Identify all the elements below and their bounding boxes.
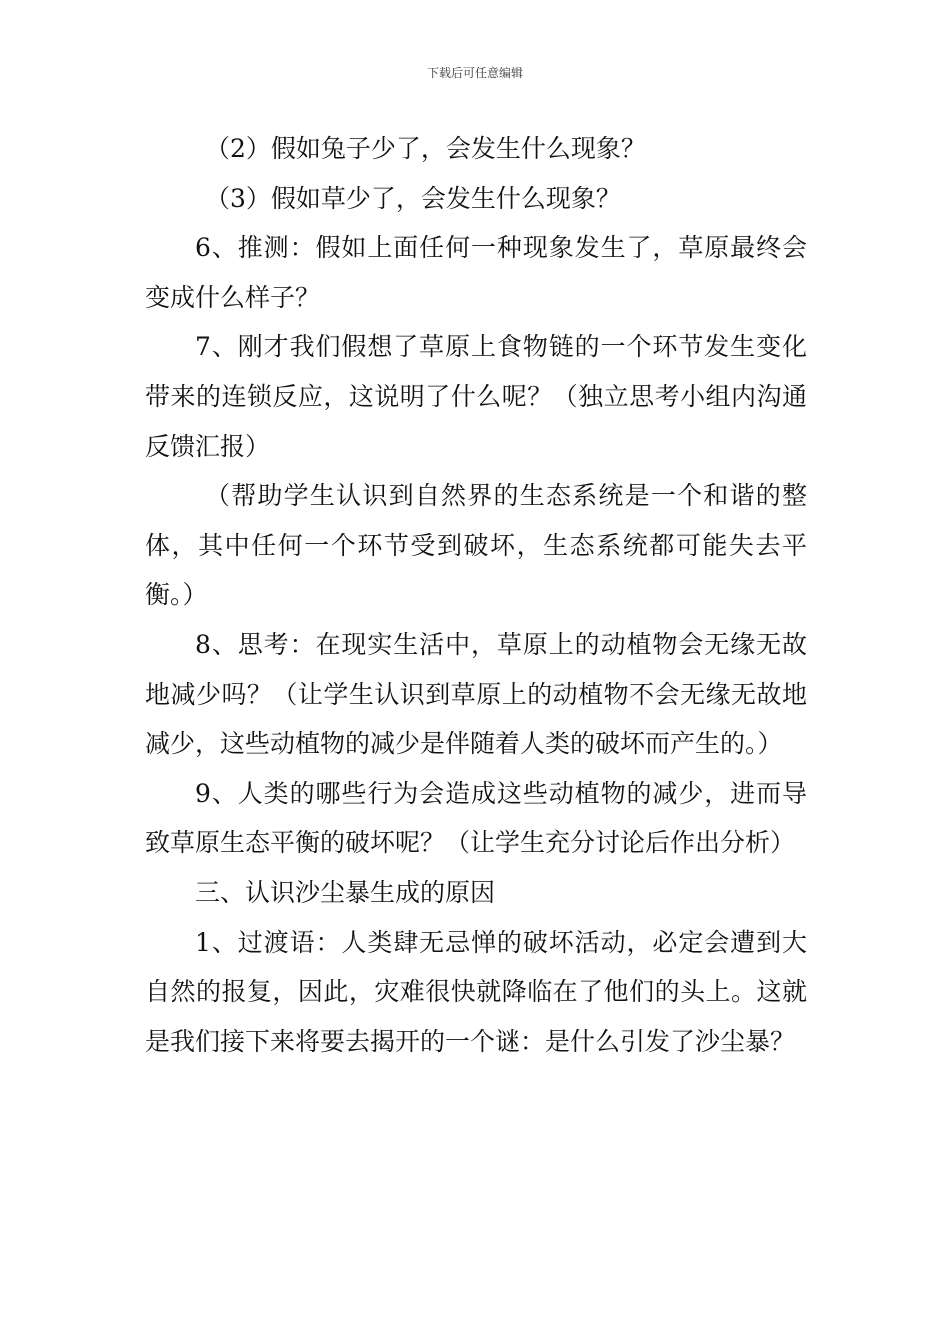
section-heading-3: 三、认识沙尘暴生成的原因 (195, 877, 496, 907)
page-header: 下载后可任意编辑 (426, 66, 523, 80)
paragraph-question-2: （2）假如兔子少了，会发生什么现象？ (205, 134, 646, 163)
paragraph-note-balance: （帮助学生认识到自然界的生态系统是一个和谐的整体，其中任何一个环节受到破坏，生态系统都可能失去平衡。） (145, 481, 807, 610)
paragraph-section3-item-1: 1、过渡语：人类肆无忌惮的破坏活动，必定会遭到大自然的报复，因此，灾难很快就降临在了他们的头上。这就是我们接下来将要去揭开的一个谜：是什么引发了沙尘暴？ (145, 927, 807, 1056)
paragraph-item-8: 8、思考：在现实生活中，草原上的动植物会无缘无故地减少吗？（让学生认识到草原上的动植物不会无缘无故地减少，这些动植物的减少是伴随着人类的破坏而产生的。） (145, 629, 807, 759)
paragraph-question-3: （3）假如草少了，会发生什么现象？ (205, 183, 621, 213)
paragraph-item-6: 6、推测：假如上面任何一种现象发生了，草原最终会变成什么样子？ (145, 233, 807, 312)
document-body (145, 124, 807, 1066)
paragraph-item-9: 9、人类的哪些行为会造成这些动植物的减少，进而导致草原生态平衡的破坏呢？（让学生充分讨论后作出分析） (145, 778, 807, 858)
paragraph-item-7: 7、刚才我们假想了草原上食物链的一个环节发生变化带来的连锁反应，这说明了什么呢？（独立思考小组内沟通反馈汇报） (145, 332, 807, 461)
